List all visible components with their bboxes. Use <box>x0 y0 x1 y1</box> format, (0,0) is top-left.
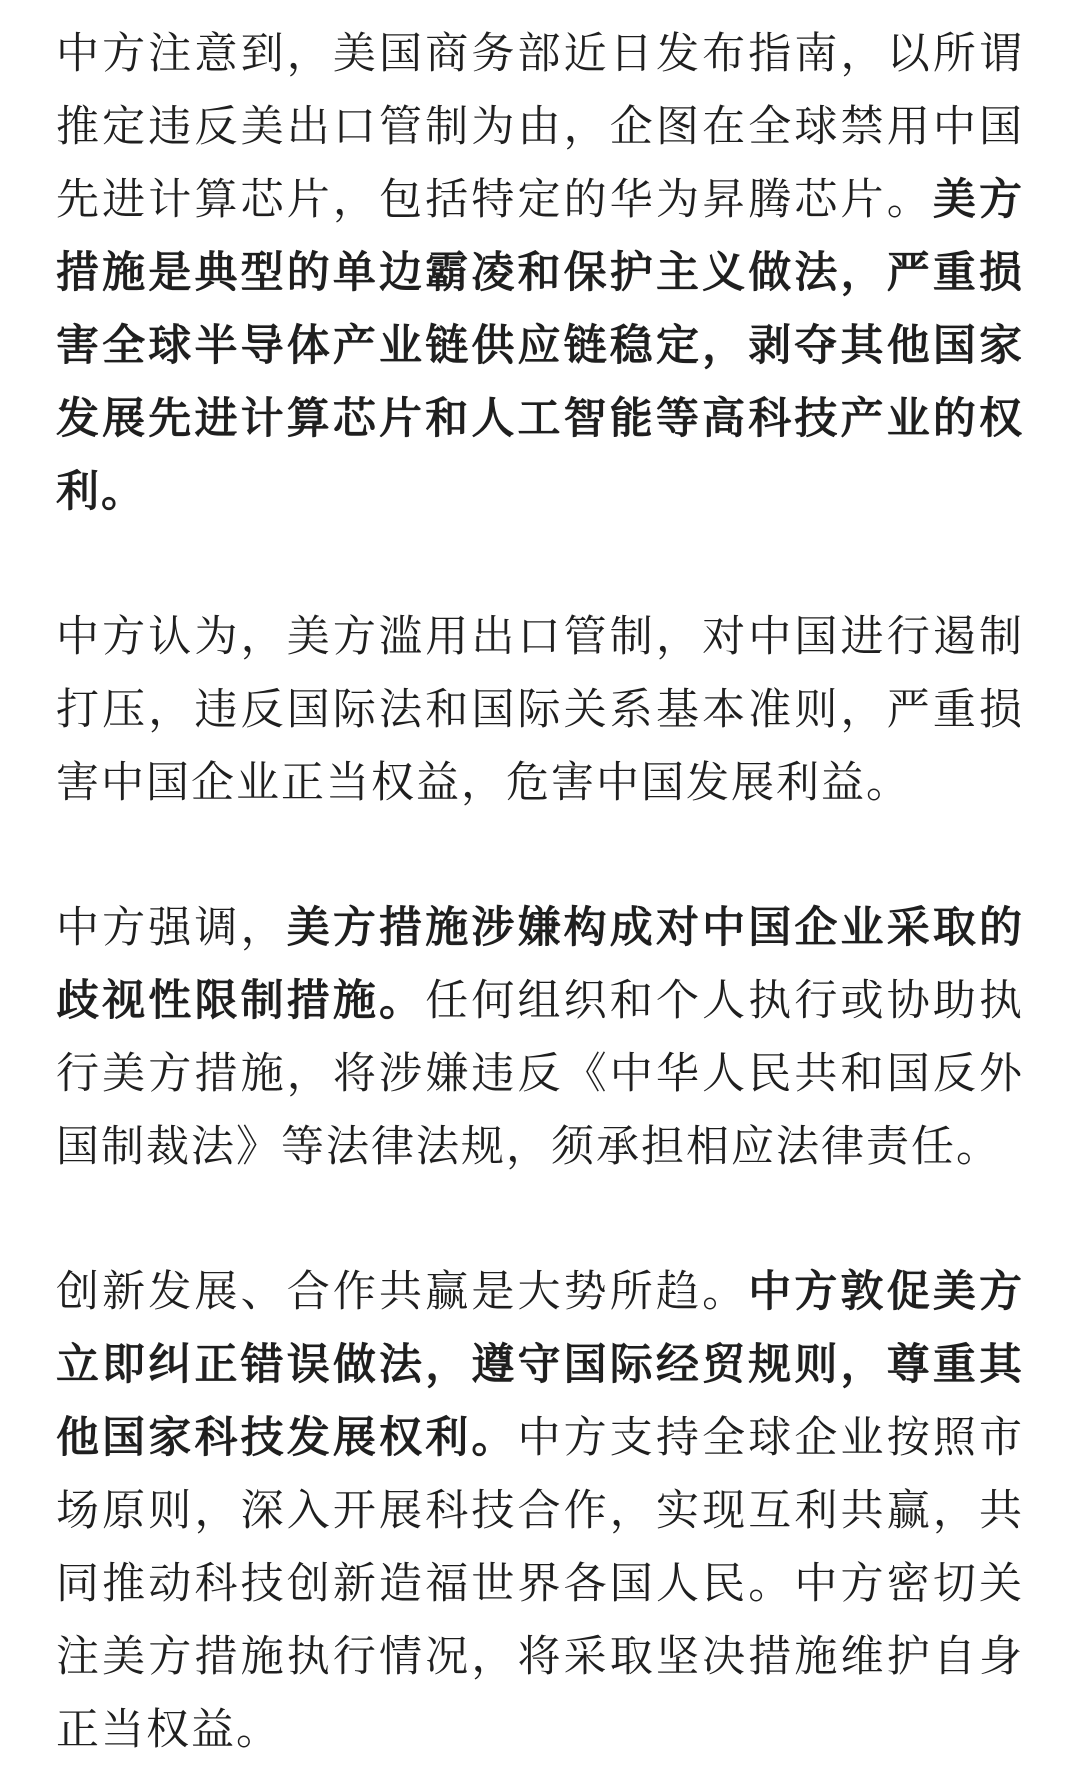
paragraph-2-text: 中方认为，美方滥用出口管制，对中国进行遏制打压，违反国际法和国际关系基本准则，严重损害中国企业正当权益，危害中国发展利益。 <box>56 612 1024 808</box>
paragraph-3-text-tail: 任何组织和个人执行或协助执行美方措施，将涉嫌违反《中华人民共和国反外国制裁法》等法律法规，须承担相应法律责任。 <box>56 976 1025 1172</box>
paragraph-4-text-lead: 创新发展、合作共赢是大势所趋。 <box>56 1267 749 1317</box>
article-body <box>56 18 1024 1767</box>
paragraph-3-bold-text: 美方措施涉嫌构成对中国企业采取的歧视性限制措施。 <box>56 903 1024 1026</box>
paragraph-1 <box>56 18 1024 529</box>
paragraph-4-bold-text: 中方敦促美方立即纠正错误做法，遵守国际经贸规则，尊重其他国家科技发展权利。 <box>56 1267 1024 1463</box>
paragraph-3-text-lead: 中方强调， <box>56 903 287 953</box>
paragraph-4-text-tail: 中方支持全球企业按照市场原则，深入开展科技合作，实现互利共赢，共同推动科技创新造福世界各国人民。中方密切关注美方措施执行情况，将采取坚决措施维护自身正当权益。 <box>56 1413 1024 1755</box>
paragraph-3 <box>56 892 1024 1184</box>
paragraph-1-text: 中方注意到，美国商务部近日发布指南，以所谓推定违反美出口管制为由，企图在全球禁用中国先进计算芯片，包括特定的华为昇腾芯片。 <box>56 29 1024 225</box>
paragraph-4 <box>56 1256 1024 1767</box>
paragraph-2 <box>56 601 1024 820</box>
paragraph-1-bold-text: 美方措施是典型的单边霸凌和保护主义做法，严重损害全球半导体产业链供应链稳定，剥夺其他国家发展先进计算芯片和人工智能等高科技产业的权利。 <box>56 175 1025 517</box>
